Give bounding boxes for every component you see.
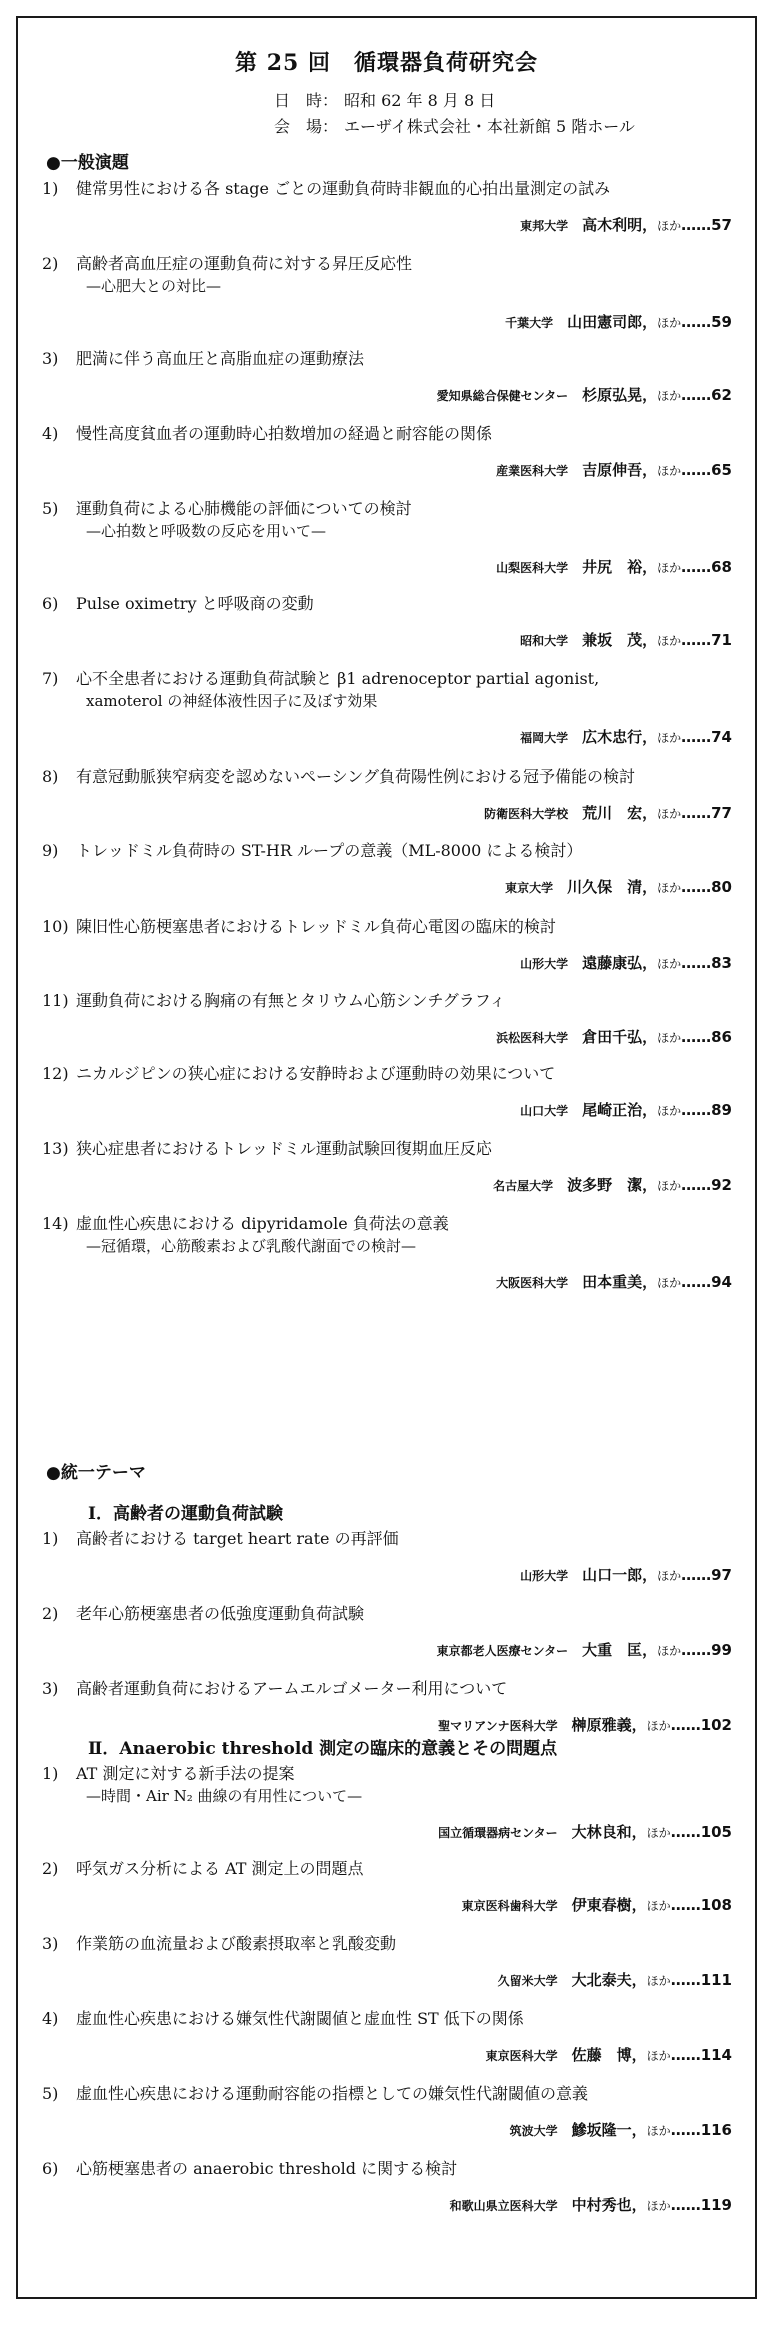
list-item — [42, 348, 732, 404]
subsection-heading-2: Ⅱ．Anaerobic threshold 測定の臨床的意義とその問題点 — [88, 1739, 558, 1759]
item-number: 4) — [42, 2009, 59, 2028]
item-author: 大北泰夫， — [571, 1971, 647, 1989]
item-page: ……77 — [681, 804, 732, 822]
item-etc: ほか — [657, 1569, 682, 1583]
item-title-line — [42, 593, 732, 615]
date-value: 昭和 62 年 8 月 8 日 — [344, 91, 496, 110]
item-etc: ほか — [657, 807, 682, 821]
item-subtitle: —冠循環，心筋酸素および乳酸代謝面での検討— — [86, 1237, 417, 1255]
list-item — [42, 1763, 732, 1841]
list-item — [42, 1678, 732, 1734]
list-item — [42, 498, 732, 576]
item-number: 2) — [42, 1859, 59, 1878]
item-author: 井尻 裕， — [582, 558, 658, 576]
item-etc: ほか — [646, 2124, 671, 2138]
item-number: 5) — [42, 2084, 59, 2103]
item-affiliation: 防衛医科大学校 — [484, 807, 569, 821]
item-page: ……57 — [681, 216, 732, 234]
venue-line — [274, 114, 635, 137]
item-title: 健常男性における各 stage ごとの運動負荷時非観血的心拍出量測定の試み — [76, 179, 611, 198]
item-title: 有意冠動脈狭窄病変を認めないペーシング負荷陽性例における冠予備能の検討 — [76, 767, 635, 786]
item-title: 心不全患者における運動負荷試験と β1 adrenoceptor partial agonist, — [76, 669, 600, 688]
item-author-line — [496, 1271, 732, 1292]
item-page: ……71 — [681, 631, 732, 649]
item-number: 4) — [42, 424, 59, 443]
item-title: 老年心筋梗塞患者の低強度運動負荷試験 — [76, 1604, 365, 1623]
item-etc: ほか — [657, 1276, 682, 1290]
item-title: 心筋梗塞患者の anaerobic threshold に関する検討 — [76, 2159, 458, 2178]
item-number: 7) — [42, 669, 59, 688]
item-affiliation: 東京医科大学 — [485, 2049, 558, 2063]
item-page: ……99 — [681, 1641, 732, 1659]
item-author-line — [510, 2119, 732, 2140]
item-page: ……105 — [670, 1823, 732, 1841]
item-author-line — [496, 556, 732, 577]
item-number: 9) — [42, 841, 59, 860]
item-etc: ほか — [646, 1899, 671, 1913]
item-etc: ほか — [646, 1974, 671, 1988]
item-etc: ほか — [657, 219, 682, 233]
item-number: 10) — [42, 917, 69, 936]
item-number: 14) — [42, 1214, 69, 1233]
item-author: 山田憲司郎， — [567, 313, 658, 331]
item-title-line — [42, 916, 732, 938]
item-page: ……102 — [670, 1716, 732, 1734]
item-page: ……97 — [681, 1566, 732, 1584]
item-number: 2) — [42, 254, 59, 273]
item-affiliation: 愛知県総合保健センター — [436, 389, 569, 403]
item-title-line — [42, 253, 732, 275]
item-author: 尾崎正治， — [582, 1101, 658, 1119]
item-author: 荒川 宏， — [582, 804, 658, 822]
item-affiliation: 聖マリアンナ医科大学 — [438, 1719, 558, 1733]
item-etc: ほか — [657, 731, 682, 745]
item-number: 11) — [42, 991, 69, 1010]
item-title-line — [42, 1213, 732, 1235]
item-author: 佐藤 博， — [571, 2046, 647, 2064]
item-number: 1) — [42, 1764, 59, 1783]
item-affiliation: 久留米大学 — [497, 1974, 558, 1988]
list-item — [42, 916, 732, 972]
item-title: 虚血性心疾患における dipyridamole 負荷法の意義 — [76, 1214, 449, 1233]
item-etc: ほか — [657, 881, 682, 895]
list-item — [42, 1603, 732, 1659]
item-etc: ほか — [657, 1179, 682, 1193]
list-item — [42, 1858, 732, 1914]
list-item — [42, 766, 732, 822]
item-author: 遠藤康弘， — [582, 954, 658, 972]
item-author: 大林良和， — [571, 1823, 647, 1841]
item-title: AT 測定に対する新手法の提案 — [76, 1764, 295, 1783]
item-affiliation: 山形大学 — [520, 1569, 569, 1583]
item-affiliation: 山梨医科大学 — [496, 561, 569, 575]
item-author-line — [496, 1026, 732, 1047]
venue-label: 会 場： — [274, 117, 339, 136]
item-number: 1) — [42, 179, 59, 198]
list-item — [42, 178, 732, 234]
item-page: ……68 — [681, 558, 732, 576]
item-author-line — [486, 2044, 732, 2065]
list-item — [42, 423, 732, 479]
item-author: 広木忠行， — [582, 728, 658, 746]
item-title: 慢性高度貧血者の運動時心拍数増加の経過と耐容能の関係 — [76, 424, 493, 443]
list-item — [42, 2158, 732, 2214]
item-page: ……62 — [681, 386, 732, 404]
item-affiliation: 浜松医科大学 — [496, 1031, 569, 1045]
item-affiliation: 昭和大学 — [520, 634, 569, 648]
item-title-line — [42, 1763, 732, 1785]
item-page: ……65 — [681, 461, 732, 479]
item-author-line — [462, 1894, 732, 1915]
item-affiliation: 山形大学 — [520, 957, 569, 971]
item-title: 虚血性心疾患における嫌気性代謝閾値と虚血性 ST 低下の関係 — [76, 2009, 524, 2028]
page-title: 第 25 回 循環器負荷研究会 — [235, 50, 538, 76]
item-author: 大重 匡， — [582, 1641, 658, 1659]
item-author-line — [438, 1821, 732, 1842]
item-affiliation: 東京都老人医療センター — [436, 1644, 569, 1658]
list-item — [42, 1063, 732, 1119]
item-author-line — [505, 311, 732, 332]
item-subtitle: —心肥大との対比— — [86, 277, 222, 295]
item-author-line — [493, 1174, 732, 1195]
item-title-line — [42, 668, 732, 690]
item-page: ……92 — [681, 1176, 732, 1194]
item-subtitle: —心拍数と呼吸数の反応を用いて— — [86, 522, 327, 540]
list-item — [42, 1138, 732, 1194]
item-number: 6) — [42, 2159, 59, 2178]
item-author-line — [520, 1564, 732, 1585]
item-etc: ほか — [657, 316, 682, 330]
document-page — [16, 16, 757, 2299]
item-title-line — [42, 498, 732, 520]
item-affiliation: 産業医科大学 — [496, 464, 569, 478]
item-etc: ほか — [657, 561, 682, 575]
item-affiliation: 東京大学 — [505, 881, 554, 895]
item-author: 倉田千弘， — [582, 1028, 658, 1046]
unified-section-heading: ●統一テーマ — [46, 1463, 146, 1483]
item-author-line — [496, 459, 732, 480]
date-label: 日 時： — [274, 91, 339, 110]
item-title: 肥満に伴う高血圧と高脂血症の運動療法 — [76, 349, 365, 368]
item-author-line — [484, 802, 732, 823]
item-etc: ほか — [657, 1104, 682, 1118]
item-number: 13) — [42, 1139, 69, 1158]
item-author: 兼坂 茂， — [582, 631, 658, 649]
item-page: ……59 — [681, 313, 732, 331]
item-title-line — [42, 1858, 732, 1880]
item-etc: ほか — [657, 1031, 682, 1045]
item-title: 運動負荷による心肺機能の評価についての検討 — [76, 499, 412, 518]
item-page: ……114 — [670, 2046, 732, 2064]
item-page: ……119 — [670, 2196, 732, 2214]
item-affiliation: 東京医科歯科大学 — [461, 1899, 558, 1913]
item-page: ……94 — [681, 1273, 732, 1291]
item-title: ニカルジピンの狭心症における安静時および運動時の効果について — [76, 1064, 556, 1083]
item-title: 陳旧性心筋梗塞患者におけるトレッドミル負荷心電図の臨床的検討 — [76, 917, 556, 936]
list-item — [42, 840, 732, 896]
item-title-line — [42, 1603, 732, 1625]
item-title-line — [42, 1528, 732, 1550]
list-item — [42, 990, 732, 1046]
item-author: 波多野 潔， — [567, 1176, 658, 1194]
item-author: 中村秀也， — [571, 2196, 647, 2214]
item-number: 6) — [42, 594, 59, 613]
item-affiliation: 和歌山県立医科大学 — [449, 2199, 558, 2213]
item-etc: ほか — [657, 634, 682, 648]
item-affiliation: 国立循環器病センター — [438, 1826, 558, 1840]
item-title-line — [42, 1138, 732, 1160]
item-author: 杉原弘晃， — [582, 386, 658, 404]
item-page: ……83 — [681, 954, 732, 972]
item-number: 2) — [42, 1604, 59, 1623]
item-author-line — [437, 1639, 732, 1660]
item-title-line — [42, 2158, 732, 2180]
item-number: 12) — [42, 1064, 69, 1083]
item-number: 5) — [42, 499, 59, 518]
item-title-line — [42, 2008, 732, 2030]
item-affiliation: 福岡大学 — [520, 731, 569, 745]
item-author: 吉原伸吾， — [582, 461, 658, 479]
item-etc: ほか — [657, 1644, 682, 1658]
item-author: 榊原雅義， — [571, 1716, 647, 1734]
item-page: ……80 — [681, 878, 732, 896]
item-etc: ほか — [657, 957, 682, 971]
item-author-line — [520, 1099, 732, 1120]
item-title-line — [42, 348, 732, 370]
item-author-line — [505, 876, 732, 897]
item-page: ……116 — [670, 2121, 732, 2139]
item-title: 高齢者高血圧症の運動負荷に対する昇圧反応性 — [76, 254, 413, 273]
list-item — [42, 2008, 732, 2064]
item-title-line — [42, 840, 732, 862]
item-etc: ほか — [646, 2049, 671, 2063]
item-page: ……89 — [681, 1101, 732, 1119]
item-title: トレッドミル負荷時の ST-HR ループの意義（ML-8000 による検討） — [76, 841, 583, 860]
item-title-line — [42, 1933, 732, 1955]
list-item — [42, 253, 732, 331]
item-title-line — [42, 423, 732, 445]
item-title-line — [42, 178, 732, 200]
item-author: 鰺坂隆一， — [571, 2121, 647, 2139]
item-author: 高木利明， — [582, 216, 658, 234]
item-title-line — [42, 2083, 732, 2105]
item-etc: ほか — [646, 2199, 671, 2213]
item-etc: ほか — [646, 1719, 671, 1733]
item-affiliation: 千葉大学 — [505, 316, 554, 330]
list-item — [42, 1213, 732, 1291]
item-author-line — [437, 384, 732, 405]
item-affiliation: 名古屋大学 — [493, 1179, 554, 1193]
item-title: 作業筋の血流量および酸素摂取率と乳酸変動 — [76, 1934, 397, 1953]
item-title-line — [42, 1678, 732, 1700]
item-page: ……74 — [681, 728, 732, 746]
item-author-line — [450, 2194, 732, 2215]
item-title: 呼気ガス分析による AT 測定上の問題点 — [76, 1859, 364, 1878]
item-title: 高齢者における target heart rate の再評価 — [76, 1529, 399, 1548]
item-title-line — [42, 1063, 732, 1085]
item-author-line — [520, 629, 732, 650]
item-number: 3) — [42, 1679, 59, 1698]
item-affiliation: 筑波大学 — [509, 2124, 558, 2138]
list-item — [42, 1933, 732, 1989]
item-title: Pulse oximetry と呼吸商の変動 — [76, 594, 314, 613]
subsection-heading-1: Ⅰ．高齢者の運動負荷試験 — [88, 1504, 283, 1524]
item-title: 虚血性心疾患における運動耐容能の指標としての嫌気性代謝閾値の意義 — [76, 2084, 589, 2103]
item-number: 3) — [42, 349, 59, 368]
item-page: ……108 — [670, 1896, 732, 1914]
item-author: 川久保 清， — [567, 878, 658, 896]
item-etc: ほか — [657, 464, 682, 478]
list-item — [42, 668, 732, 746]
list-item — [42, 1528, 732, 1584]
list-item — [42, 593, 732, 649]
item-title: 狭心症患者におけるトレッドミル運動試験回復期血圧反応 — [76, 1139, 492, 1158]
item-page: ……111 — [670, 1971, 732, 1989]
item-author-line — [498, 1969, 732, 1990]
item-author-line — [520, 952, 732, 973]
item-affiliation: 山口大学 — [520, 1104, 569, 1118]
item-author: 伊東春樹， — [571, 1896, 647, 1914]
item-number: 1) — [42, 1529, 59, 1548]
item-etc: ほか — [657, 389, 682, 403]
item-number: 8) — [42, 767, 59, 786]
item-author: 山口一郎， — [582, 1566, 658, 1584]
item-title-line — [42, 990, 732, 1012]
list-item — [42, 2083, 732, 2139]
item-affiliation: 大阪医科大学 — [496, 1276, 569, 1290]
item-author-line — [520, 726, 732, 747]
date-line — [274, 88, 495, 111]
item-subtitle: —時間・Air N₂ 曲線の有用性について— — [86, 1787, 363, 1805]
item-subtitle: xamoterol の神経体液性因子に及ぼす効果 — [86, 692, 378, 710]
item-page: ……86 — [681, 1028, 732, 1046]
item-number: 3) — [42, 1934, 59, 1953]
item-author-line — [520, 214, 732, 235]
item-etc: ほか — [646, 1826, 671, 1840]
item-author-line — [438, 1714, 732, 1735]
item-title: 高齢者運動負荷におけるアームエルゴメーター利用について — [76, 1679, 508, 1698]
item-affiliation: 東邦大学 — [520, 219, 569, 233]
general-section-heading: ●一般演題 — [46, 153, 129, 173]
item-author: 田本重美， — [582, 1273, 658, 1291]
item-title: 運動負荷における胸痛の有無とタリウム心筋シンチグラフィ — [76, 991, 506, 1010]
venue-value: エーザイ株式会社・本社新館 5 階ホール — [344, 117, 635, 136]
item-title-line — [42, 766, 732, 788]
